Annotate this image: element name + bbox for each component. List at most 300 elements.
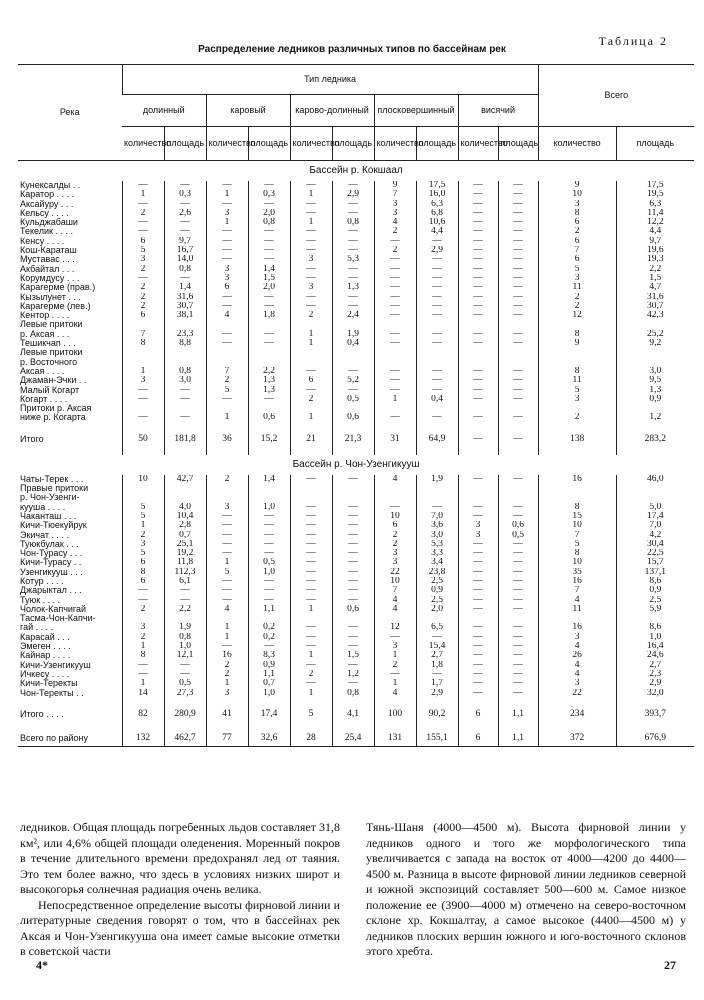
cell-value: 5,9 — [616, 605, 694, 614]
cell-value — [498, 320, 538, 329]
cell-value: — — [248, 596, 290, 605]
cell-value — [164, 358, 206, 367]
cell-value: — — [458, 651, 498, 660]
cell-value: 16 — [538, 577, 616, 586]
cell-value: — — [332, 274, 374, 283]
cell-value: 283,2 — [616, 431, 694, 447]
spacer-cell — [374, 722, 416, 730]
cell-value: 8 — [122, 339, 164, 348]
cell-value: — — [290, 503, 332, 512]
cell-value: 1 — [374, 651, 416, 660]
cell-value: 0,8 — [248, 218, 290, 227]
cell-value: — — [416, 386, 458, 395]
cell-value — [416, 404, 458, 413]
cell-value: 46,0 — [616, 475, 694, 484]
cell-value — [458, 493, 498, 502]
cell-value: — — [458, 302, 498, 311]
cell-value: 50 — [122, 431, 164, 447]
cell-value: 10 — [374, 512, 416, 521]
cell-value — [458, 348, 498, 357]
table-row — [18, 493, 694, 502]
cell-value: 6,1 — [164, 577, 206, 586]
cell-value: 3,6 — [416, 521, 458, 530]
cell-value: — — [332, 200, 374, 209]
river-name: Малый Когарт — [20, 385, 80, 395]
spacer-cell — [248, 447, 290, 455]
spacer-cell — [374, 423, 416, 431]
cell-value: — — [290, 302, 332, 311]
header-area: площадь — [616, 127, 694, 161]
cell-value: 1,4 — [248, 265, 290, 274]
table-row — [18, 404, 694, 413]
paragraph: ледников. Общая площадь погребенных льдов составляет 31,8 км², или 4,6% общей площади оледенения. Моренный покров в течение длительного времени предохранял лед от таяния. Это тем более важно, что здесь в условиях низких широт и высокогорья солнечная радиация очень велика. — [20, 820, 340, 896]
table-row — [18, 200, 694, 209]
cell-value: — — [290, 265, 332, 274]
river-name: ниже р. Когарта — [20, 413, 86, 423]
cell-value: 131 — [374, 730, 416, 747]
cell-value — [332, 320, 374, 329]
cell-value: — — [332, 246, 374, 255]
cell-value: 3 — [458, 531, 498, 540]
cell-value: 1 — [290, 330, 332, 339]
cell-value: — — [290, 521, 332, 530]
cell-value: — — [122, 386, 164, 395]
cell-value: 41 — [206, 706, 248, 722]
cell-value: 1 — [290, 651, 332, 660]
cell-value: 6,8 — [416, 209, 458, 218]
cell-value: 137,1 — [616, 568, 694, 577]
river-name: Кайнар . . . . — [20, 651, 71, 661]
cell-value: 6 — [538, 255, 616, 264]
cell-value: 31 — [374, 431, 416, 447]
cell-value: — — [416, 376, 458, 385]
table-row — [18, 642, 694, 651]
cell-value: 7,0 — [416, 512, 458, 521]
cell-value: — — [498, 623, 538, 632]
cell-value: 6 — [538, 218, 616, 227]
glacier-table — [18, 64, 694, 747]
cell-value: 2,5 — [616, 596, 694, 605]
cell-value: 2 — [374, 531, 416, 540]
cell-value — [206, 348, 248, 357]
cell-value: — — [374, 311, 416, 320]
table-row — [18, 661, 694, 670]
cell-value: — — [164, 596, 206, 605]
cell-value: — — [122, 200, 164, 209]
cell-value: 6 — [458, 706, 498, 722]
river-name: Экичат . . . . — [20, 530, 70, 540]
cell-value: 1 — [374, 395, 416, 404]
cell-value: 2,2 — [164, 605, 206, 614]
cell-value: 10 — [538, 558, 616, 567]
cell-value: — — [498, 661, 538, 670]
table-row — [18, 623, 694, 632]
cell-value: 10,4 — [164, 512, 206, 521]
river-name: Кельсу . . . . — [20, 208, 69, 218]
cell-value: — — [290, 209, 332, 218]
cell-value: 17,4 — [616, 512, 694, 521]
cell-value: — — [206, 237, 248, 246]
table-row — [18, 633, 694, 642]
river-name: Кичи-Теректы — [20, 679, 78, 689]
cell-value: — — [290, 475, 332, 484]
cell-value: 9,5 — [616, 376, 694, 385]
cell-value: 90,2 — [416, 706, 458, 722]
cell-value: — — [498, 181, 538, 190]
cell-value: 1,2 — [616, 413, 694, 422]
cell-value: — — [458, 274, 498, 283]
cell-value: 22,5 — [616, 549, 694, 558]
table-row — [18, 512, 694, 521]
cell-value: — — [332, 265, 374, 274]
spacer-cell — [164, 447, 206, 455]
river-name: Ичкесу . . . . — [20, 669, 70, 679]
table-row — [18, 651, 694, 660]
cell-value: 2,7 — [616, 661, 694, 670]
cell-value: 16,7 — [164, 246, 206, 255]
cell-value — [538, 348, 616, 357]
cell-value: — — [458, 367, 498, 376]
cell-value: 155,1 — [416, 730, 458, 747]
spacer-cell — [122, 423, 164, 431]
cell-value — [290, 493, 332, 502]
cell-value — [164, 484, 206, 493]
cell-value: 2 — [374, 661, 416, 670]
cell-value: — — [458, 670, 498, 679]
cell-value — [122, 404, 164, 413]
cell-value: — — [498, 568, 538, 577]
river-name: Чон-Турасу . . . — [20, 549, 83, 559]
cell-value: — — [498, 395, 538, 404]
cell-value: — — [498, 605, 538, 614]
cell-value: 5 — [538, 265, 616, 274]
cell-value: 1,0 — [248, 503, 290, 512]
cell-value: 3 — [374, 209, 416, 218]
river-name: Кош-Караташ — [20, 246, 77, 256]
cell-value: 38,1 — [164, 311, 206, 320]
cell-value: — — [416, 255, 458, 264]
cell-value: — — [416, 293, 458, 302]
cell-value: — — [498, 577, 538, 586]
grand-total-row — [18, 730, 694, 747]
cell-value: — — [498, 431, 538, 447]
cell-value: 9,7 — [164, 237, 206, 246]
cell-value: 19,5 — [616, 190, 694, 199]
cell-value: — — [416, 274, 458, 283]
cell-value: — — [206, 330, 248, 339]
cell-value: — — [290, 237, 332, 246]
cell-value: — — [248, 642, 290, 651]
cell-value: 4 — [538, 642, 616, 651]
cell-value — [290, 348, 332, 357]
header-area: площадь — [498, 127, 538, 161]
cell-value: 6,3 — [416, 200, 458, 209]
spacer-cell — [206, 722, 248, 730]
spacer-cell — [616, 698, 694, 706]
cell-value: 5 — [538, 540, 616, 549]
cell-value: 64,9 — [416, 431, 458, 447]
cell-value: — — [458, 633, 498, 642]
cell-value: 10 — [538, 190, 616, 199]
cell-value — [458, 614, 498, 623]
cell-value: — — [374, 237, 416, 246]
cell-value: — — [458, 255, 498, 264]
cell-value: — — [458, 512, 498, 521]
cell-value: 3 — [122, 255, 164, 264]
spacer-cell — [416, 423, 458, 431]
cell-value: — — [458, 293, 498, 302]
header-count: количество — [206, 127, 248, 161]
cell-value: — — [164, 395, 206, 404]
cell-value: 4,2 — [616, 531, 694, 540]
header-type-cirque: каровый — [206, 95, 290, 127]
cell-value — [122, 484, 164, 493]
table-row — [18, 521, 694, 530]
cell-value: — — [332, 549, 374, 558]
cell-value: 11 — [538, 376, 616, 385]
river-name: Итого — [20, 433, 44, 444]
table-row — [18, 227, 694, 236]
cell-value: 2,9 — [616, 679, 694, 688]
cell-value: 19,2 — [164, 549, 206, 558]
cell-value: 1,9 — [416, 475, 458, 484]
cell-value: 0,8 — [164, 633, 206, 642]
cell-value: — — [458, 311, 498, 320]
cell-value: — — [498, 586, 538, 595]
table-row — [18, 255, 694, 264]
river-name: Карагерме (лев.) — [20, 301, 91, 311]
cell-value: — — [290, 577, 332, 586]
cell-value: 16 — [538, 475, 616, 484]
cell-value: 1 — [290, 605, 332, 614]
cell-value: 1,5 — [332, 651, 374, 660]
cell-value: — — [290, 246, 332, 255]
table-row — [18, 237, 694, 246]
cell-value — [374, 614, 416, 623]
cell-value: 3 — [538, 633, 616, 642]
cell-value — [416, 358, 458, 367]
cell-value: — — [290, 642, 332, 651]
cell-value — [332, 404, 374, 413]
header-area: площадь — [332, 127, 374, 161]
cell-value: — — [248, 293, 290, 302]
cell-value: — — [332, 679, 374, 688]
cell-value: — — [332, 293, 374, 302]
cell-value: 1,3 — [248, 376, 290, 385]
cell-value: 0,6 — [498, 521, 538, 530]
paragraph: Непосредственное определение высоты фирновой линии и литературные сведения говорят о том, что в бассейнах рек Аксая и Чон-Узенгикууша она имеет самые высокие отметки в советской части — [20, 897, 340, 958]
cell-value: — — [458, 577, 498, 586]
cell-value: 0,9 — [416, 586, 458, 595]
cell-value: 5 — [206, 568, 248, 577]
spacer-row — [18, 722, 694, 730]
cell-value — [616, 484, 694, 493]
cell-value — [290, 614, 332, 623]
cell-value: 32,6 — [248, 730, 290, 747]
cell-value: 3 — [206, 209, 248, 218]
table-row — [18, 689, 694, 698]
cell-value: 2 — [122, 605, 164, 614]
cell-value: 2 — [122, 293, 164, 302]
cell-value: — — [416, 670, 458, 679]
river-name: Левые притоки — [20, 348, 83, 358]
cell-value: 17,5 — [416, 181, 458, 190]
river-name: Акбайтал . . . — [20, 264, 75, 274]
cell-value: — — [374, 670, 416, 679]
text-column-left — [20, 820, 340, 960]
cell-value: — — [458, 605, 498, 614]
cell-value: — — [458, 558, 498, 567]
cell-value — [332, 614, 374, 623]
spacer-cell — [164, 722, 206, 730]
cell-value: 9 — [538, 181, 616, 190]
cell-value — [538, 484, 616, 493]
cell-value: — — [248, 549, 290, 558]
cell-value: 3 — [538, 200, 616, 209]
cell-value — [416, 484, 458, 493]
cell-value: 5,0 — [616, 503, 694, 512]
cell-value: — — [416, 311, 458, 320]
cell-value: 8 — [538, 367, 616, 376]
spacer-cell — [206, 447, 248, 455]
cell-value: 2 — [122, 633, 164, 642]
cell-value: 19,6 — [616, 246, 694, 255]
cell-value: 17,5 — [616, 181, 694, 190]
cell-value: 7,0 — [616, 521, 694, 530]
cell-value: 21 — [290, 431, 332, 447]
cell-value: 3,3 — [416, 549, 458, 558]
cell-value: — — [164, 181, 206, 190]
cell-value: — — [122, 596, 164, 605]
cell-value: 1 — [206, 623, 248, 632]
river-name: р. Восточного — [20, 357, 78, 367]
river-name: Узенгикууш . . . — [20, 567, 83, 577]
river-name: Корумдусу . . . — [20, 273, 80, 283]
cell-value: — — [498, 237, 538, 246]
cell-value: 2 — [122, 283, 164, 292]
cell-value: 31,6 — [616, 293, 694, 302]
cell-value: — — [122, 670, 164, 679]
cell-value — [164, 404, 206, 413]
spacer-row — [18, 447, 694, 455]
cell-value: — — [416, 413, 458, 422]
table-row — [18, 190, 694, 199]
spacer-cell — [164, 423, 206, 431]
cell-value: 3 — [374, 200, 416, 209]
table-row — [18, 614, 694, 623]
river-name: Тасма-Чон-Капчи- — [20, 614, 96, 624]
cell-value: 2 — [206, 661, 248, 670]
cell-value: — — [332, 475, 374, 484]
cell-value: 25,2 — [616, 330, 694, 339]
cell-value: 1,0 — [248, 568, 290, 577]
cell-value: 1,1 — [248, 670, 290, 679]
cell-value: 7 — [374, 190, 416, 199]
cell-value — [122, 493, 164, 502]
cell-value: 5,3 — [332, 255, 374, 264]
cell-value: 1 — [290, 413, 332, 422]
cell-value: 2 — [374, 540, 416, 549]
cell-value: 0,4 — [332, 339, 374, 348]
cell-value: — — [122, 181, 164, 190]
cell-value: 1,5 — [248, 274, 290, 283]
header-count: количество — [290, 127, 332, 161]
river-name: Кызылунет . . . — [20, 292, 81, 302]
cell-value: 42,7 — [164, 475, 206, 484]
river-name: р. Аксая . . . — [20, 329, 70, 339]
table-row — [18, 209, 694, 218]
spacer-cell — [18, 722, 122, 730]
cell-value: — — [498, 549, 538, 558]
table-row — [18, 348, 694, 357]
cell-value — [248, 348, 290, 357]
spacer-cell — [122, 447, 164, 455]
cell-value: 1,7 — [416, 679, 458, 688]
cell-value — [290, 484, 332, 493]
cell-value — [538, 614, 616, 623]
cell-value: — — [248, 395, 290, 404]
cell-value: 8 — [538, 209, 616, 218]
table-row — [18, 218, 694, 227]
cell-value — [538, 320, 616, 329]
table-row — [18, 577, 694, 586]
cell-value: — — [206, 227, 248, 236]
basin-heading-row — [18, 455, 694, 475]
cell-value: — — [498, 670, 538, 679]
cell-value: 112,3 — [164, 568, 206, 577]
table-row — [18, 503, 694, 512]
cell-value: 10,6 — [416, 218, 458, 227]
cell-value: 0,2 — [248, 633, 290, 642]
cell-value: 1 — [290, 190, 332, 199]
cell-value: 4,7 — [616, 283, 694, 292]
basin-title: Бассейн р. Кокшаал — [309, 165, 403, 176]
cell-value: 1,8 — [416, 661, 458, 670]
cell-value: 1,1 — [498, 730, 538, 747]
cell-value: — — [416, 367, 458, 376]
table-row — [18, 330, 694, 339]
cell-value: 2,0 — [416, 605, 458, 614]
spacer-cell — [498, 698, 538, 706]
cell-value: 15,4 — [416, 642, 458, 651]
cell-value: — — [498, 512, 538, 521]
cell-value: 9 — [374, 181, 416, 190]
cell-value: 3 — [458, 521, 498, 530]
river-name: Кичи-Тюекуйрук — [20, 521, 87, 531]
cell-value: — — [248, 586, 290, 595]
cell-value: — — [332, 661, 374, 670]
cell-value: 3,0 — [164, 376, 206, 385]
cell-value: 0,5 — [248, 558, 290, 567]
cell-value: 4,4 — [416, 227, 458, 236]
cell-value: 3 — [374, 549, 416, 558]
cell-value: — — [498, 200, 538, 209]
cell-value: — — [498, 651, 538, 660]
cell-value: 11,4 — [616, 209, 694, 218]
cell-value: — — [290, 558, 332, 567]
cell-value: 7 — [206, 367, 248, 376]
cell-value: 132 — [122, 730, 164, 747]
cell-value: — — [458, 265, 498, 274]
cell-value: 2,6 — [164, 209, 206, 218]
cell-value — [248, 484, 290, 493]
cell-value: 5 — [538, 386, 616, 395]
river-name: Кентор . . . . — [20, 311, 70, 321]
spacer-cell — [616, 722, 694, 730]
cell-value: 1,3 — [332, 283, 374, 292]
cell-value: 2,9 — [416, 246, 458, 255]
cell-value: 7 — [538, 531, 616, 540]
